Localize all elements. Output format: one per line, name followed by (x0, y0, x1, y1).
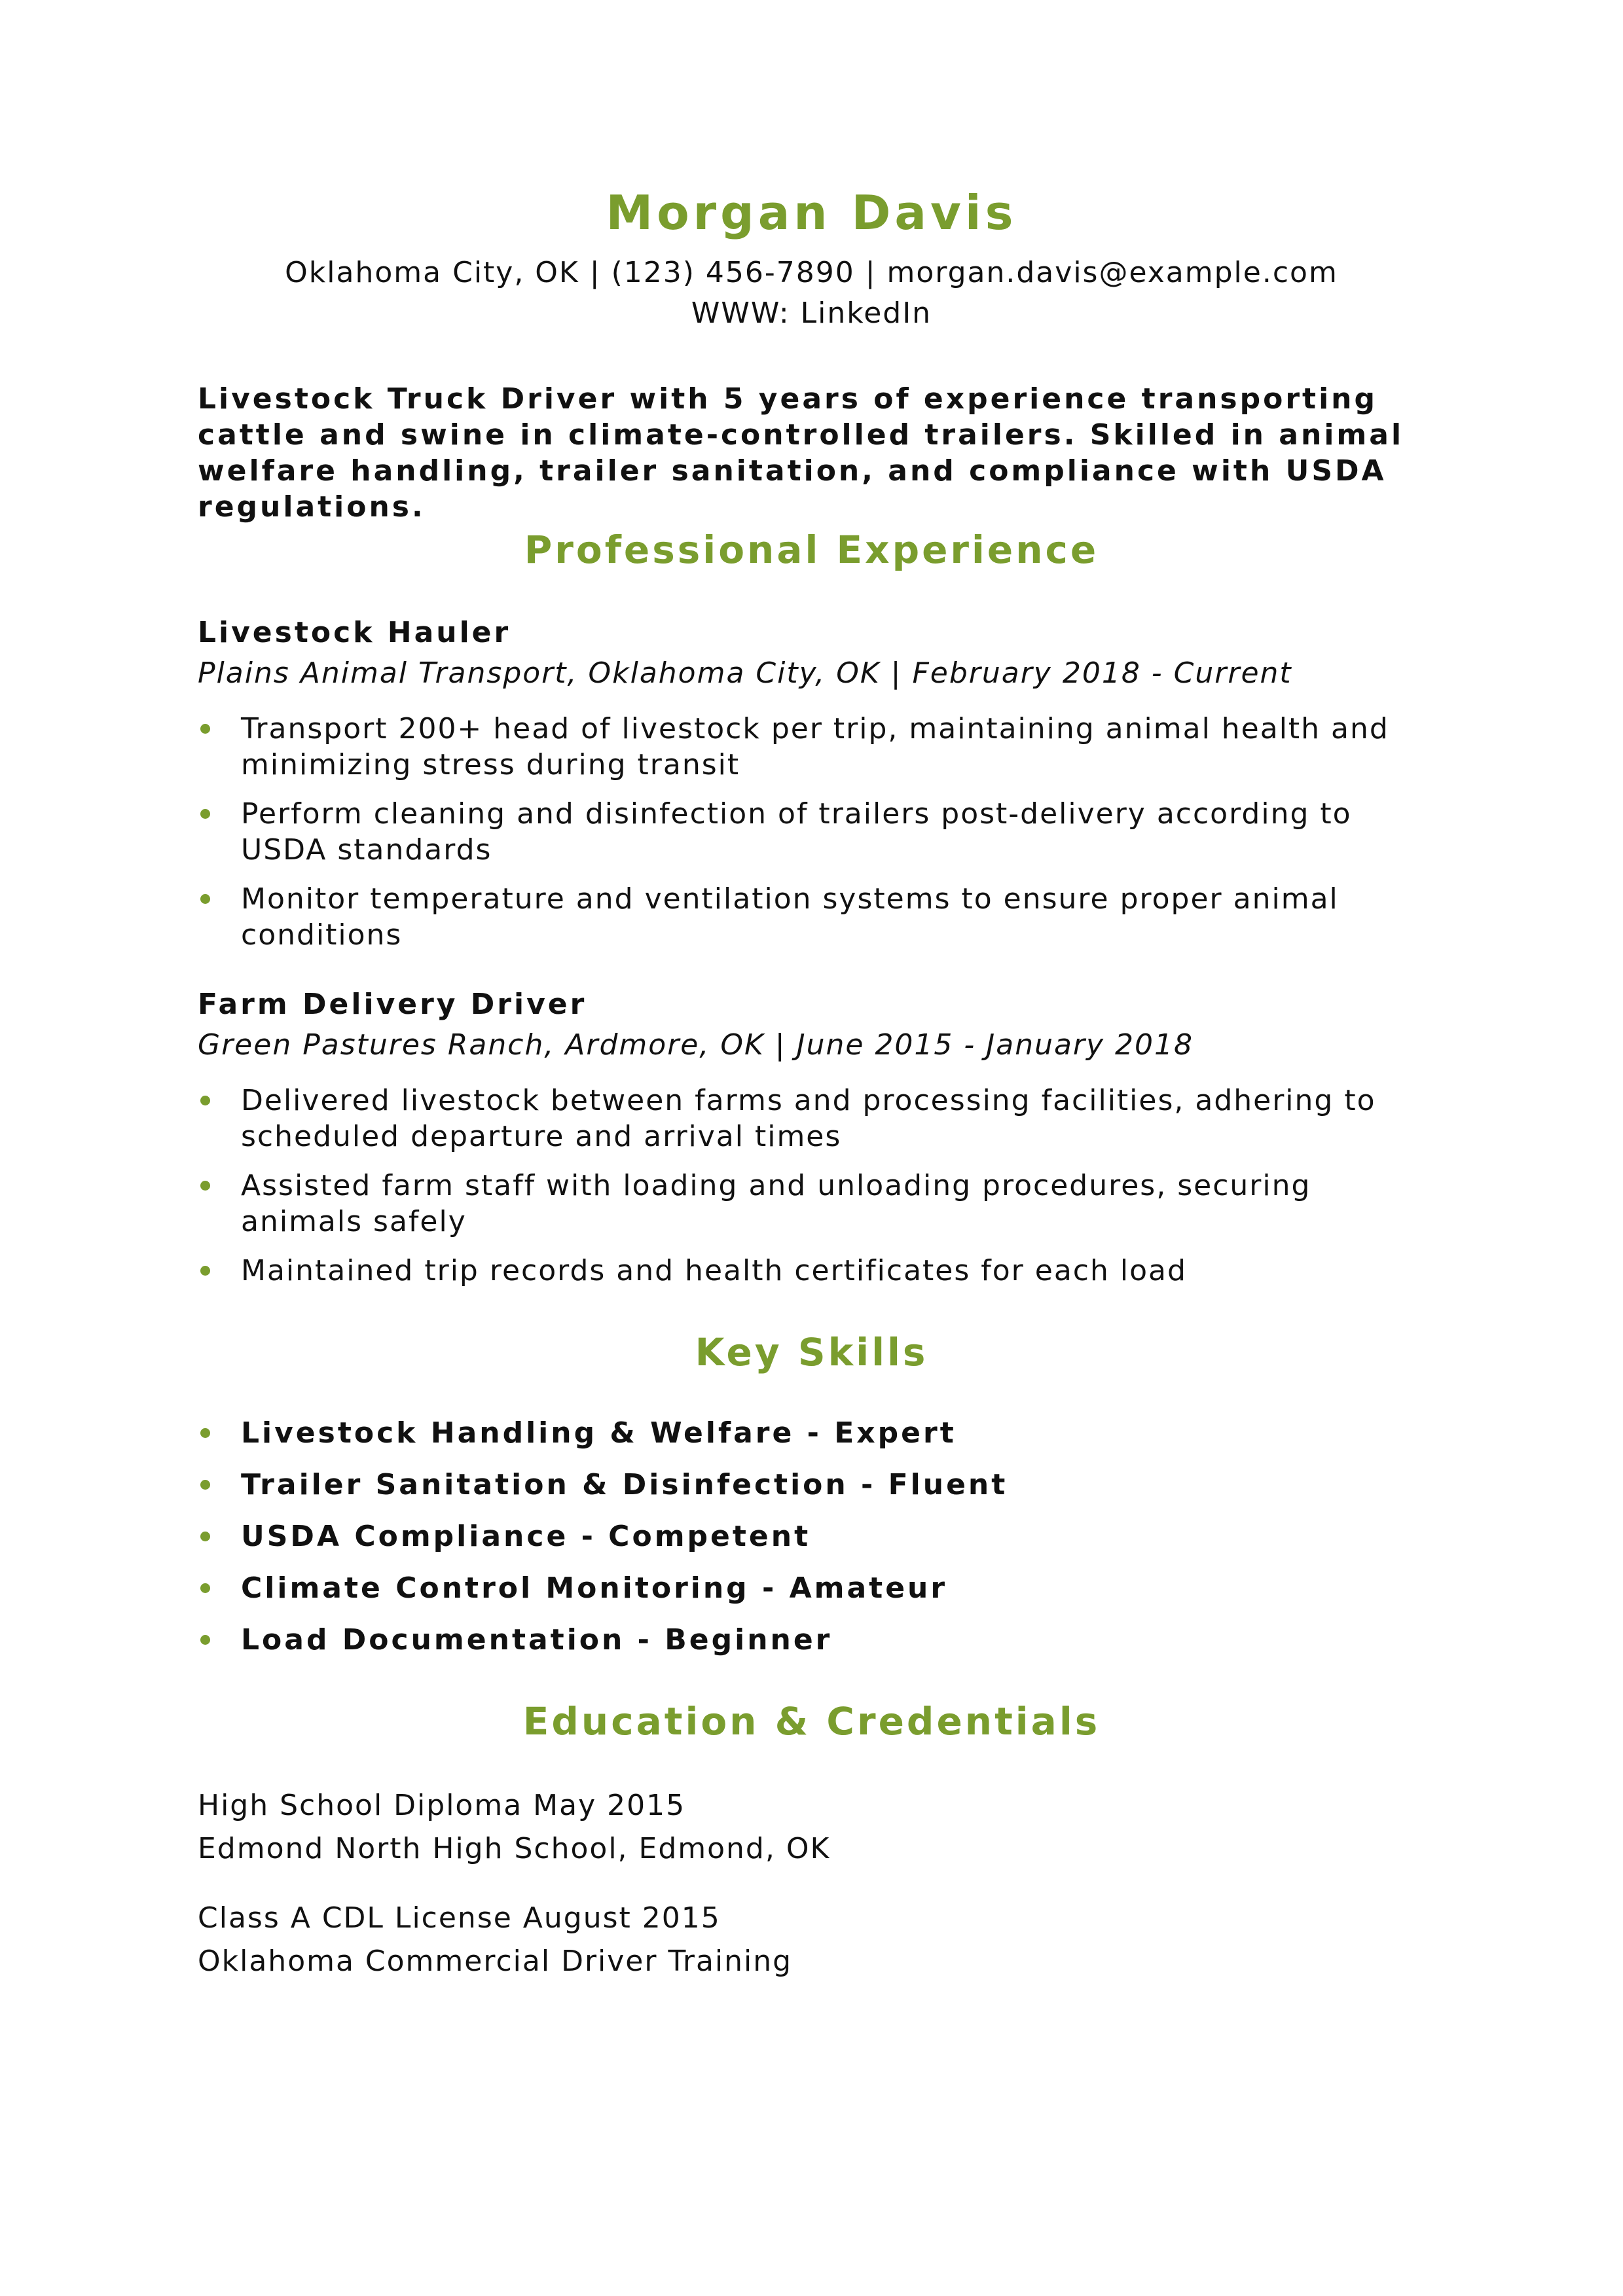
bullet-dot-icon (200, 1266, 210, 1276)
skill-text: Trailer Sanitation & Disinfection - Fluent (241, 1468, 1008, 1501)
candidate-name: Morgan Davis (606, 185, 1017, 240)
job-entry (198, 984, 1442, 1302)
job-title: Livestock Hauler (198, 616, 511, 649)
job-bullet (198, 1168, 1442, 1240)
job-meta: Plains Animal Transport, Oklahoma City, OK | February 2018 - Current (198, 656, 1292, 690)
job-title: Farm Delivery Driver (198, 988, 587, 1021)
bullet-dot-icon (200, 1583, 210, 1593)
section-title-experience: Professional Experience (524, 528, 1099, 572)
section-title-education: Education & Credentials (522, 1699, 1101, 1744)
education-credential: High School Diploma May 2015 (198, 1789, 686, 1822)
job-bullet (198, 1253, 1442, 1289)
education-entry (198, 1897, 1442, 1983)
job-bullet-list (198, 1083, 1442, 1289)
skill-text: Load Documentation - Beginner (241, 1623, 833, 1657)
job-bullet (198, 1083, 1442, 1155)
resume-header (0, 185, 1623, 334)
education-institution: Oklahoma Commercial Driver Training (198, 1945, 793, 1978)
bullet-dot-icon (200, 1181, 210, 1191)
job-bullet-text: Monitor temperature and ventilation systems to ensure proper animal conditions (241, 882, 1339, 952)
education-institution: Edmond North High School, Edmond, OK (198, 1832, 831, 1865)
skill-item (198, 1415, 1442, 1451)
skill-item (198, 1570, 1442, 1606)
job-bullet-text: Transport 200+ head of livestock per trip, maintaining animal health and minimizing stress during transit (241, 712, 1389, 781)
bullet-dot-icon (200, 809, 210, 819)
education-credential: Class A CDL License August 2015 (198, 1901, 721, 1935)
contact-line: Oklahoma City, OK | (123) 456-7890 | morgan.davis@example.com (285, 256, 1338, 290)
bullet-dot-icon (200, 1096, 210, 1105)
bullet-dot-icon (200, 1532, 210, 1541)
job-bullet (198, 881, 1442, 953)
education-entry (198, 1784, 1442, 1871)
bullet-dot-icon (200, 1480, 210, 1490)
job-bullet (198, 796, 1442, 868)
bullet-dot-icon (200, 894, 210, 904)
skill-text: Climate Control Monitoring - Amateur (241, 1571, 948, 1605)
job-bullet-text: Perform cleaning and disinfection of trailers post-delivery according to USDA standards (241, 797, 1352, 867)
job-entry (198, 613, 1442, 966)
job-bullet-list (198, 711, 1442, 953)
job-bullet (198, 711, 1442, 783)
bullet-dot-icon (200, 1428, 210, 1438)
skill-item (198, 1467, 1442, 1503)
bullet-dot-icon (200, 1635, 210, 1645)
job-bullet-text: Delivered livestock between farms and processing facilities, adhering to scheduled departure and arrival times (241, 1084, 1376, 1153)
skill-list (198, 1415, 1442, 1658)
bullet-dot-icon (200, 724, 210, 734)
skill-text: USDA Compliance - Competent (241, 1520, 811, 1553)
professional-summary: Livestock Truck Driver with 5 years of experience transporting cattle and swine in climate-controlled trailers. Skilled in animal welfare handling, trailer sanitation, and compliance with USDA regulations. (198, 382, 1404, 524)
section-title-skills: Key Skills (695, 1330, 928, 1374)
www-line: WWW: LinkedIn (691, 296, 932, 331)
skill-text: Livestock Handling & Welfare - Expert (241, 1416, 957, 1450)
skill-item (198, 1518, 1442, 1554)
skills-block (198, 1415, 1442, 1674)
job-bullet-text: Assisted farm staff with loading and unloading procedures, securing animals safely (241, 1169, 1311, 1238)
skill-item (198, 1622, 1442, 1658)
job-meta: Green Pastures Ranch, Ardmore, OK | June 2015 - January 2018 (198, 1028, 1194, 1062)
job-bullet-text: Maintained trip records and health certificates for each load (241, 1254, 1187, 1287)
